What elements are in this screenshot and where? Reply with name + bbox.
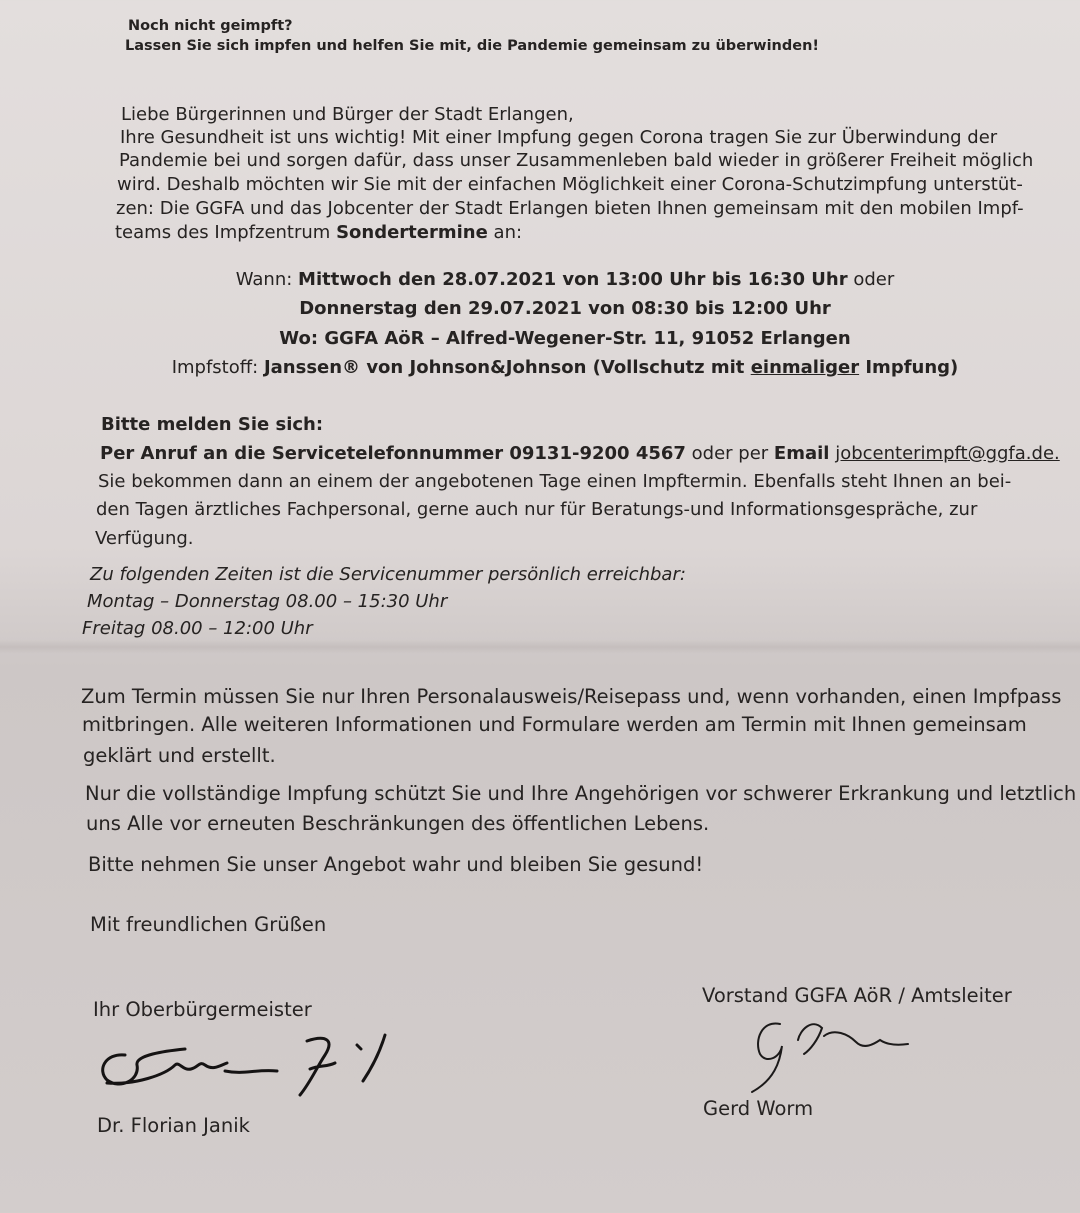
hours-intro: Zu folgenden Zeiten ist die Servicenummer persönlich erreichbar: xyxy=(90,564,686,585)
paper-fold xyxy=(0,640,1080,654)
appointment-where: Wo: GGFA AöR – Alfred-Wegener-Str. 11, 91052 Erlangen xyxy=(279,328,851,349)
right-signatory-title: Vorstand GGFA AöR / Amtsleiter xyxy=(702,984,1012,1007)
contact-heading: Bitte melden Sie sich: xyxy=(101,414,324,435)
left-signatory-name: Dr. Florian Janik xyxy=(97,1114,250,1137)
regards: Mit freundlichen Grüßen xyxy=(90,913,327,936)
appointment-when-2: Donnerstag den 29.07.2021 von 08:30 bis 12:00 Uhr xyxy=(299,298,831,319)
greeting: Liebe Bürgerinnen und Bürger der Stadt Erlangen, xyxy=(121,104,574,125)
intro-line-3: wird. Deshalb möchten wir Sie mit der einfachen Möglichkeit einer Corona-Schutzimpfung unterstüt- xyxy=(117,174,1023,195)
signature-janik xyxy=(95,1025,415,1105)
left-signatory-title: Ihr Oberbürgermeister xyxy=(93,998,312,1021)
closing-p1-line-1: Zum Termin müssen Sie nur Ihren Personalausweis/Reisepass und, wenn vorhanden, einen Impfpass xyxy=(81,685,1062,708)
appointment-vaccine: Impfstoff: Janssen® von Johnson&Johnson (Vollschutz mit einmaliger Impfung) xyxy=(171,357,959,378)
intro-line-1: Ihre Gesundheit ist uns wichtig! Mit einer Impfung gegen Corona tragen Sie zur Überwindung der xyxy=(120,127,998,148)
intro-line-5: teams des Impfzentrum Sondertermine an: xyxy=(115,222,523,243)
contact-line-3: den Tagen ärztliches Fachpersonal, gerne auch nur für Beratungs-und Informationsgespräche, zur xyxy=(96,499,978,520)
hours-mon-thu: Montag – Donnerstag 08.00 – 15:30 Uhr xyxy=(87,591,448,612)
right-signatory-name: Gerd Worm xyxy=(703,1097,814,1120)
header-question: Noch nicht geimpft? xyxy=(128,18,293,34)
closing-p3: Bitte nehmen Sie unser Angebot wahr und bleiben Sie gesund! xyxy=(88,853,704,876)
closing-p2-line-2: uns Alle vor erneuten Beschränkungen des öffentlichen Lebens. xyxy=(86,812,710,835)
signature-worm xyxy=(740,1010,920,1100)
contact-line-4: Verfügung. xyxy=(95,528,194,549)
contact-line-2: Sie bekommen dann an einem der angebotenen Tage einen Impftermin. Ebenfalls steht Ihnen an bei- xyxy=(98,471,1012,492)
closing-p1-line-2: mitbringen. Alle weiteren Informationen und Formulare werden am Termin mit Ihnen gemeinsam xyxy=(82,713,1027,736)
header-slogan: Lassen Sie sich impfen und helfen Sie mit, die Pandemie gemeinsam zu überwinden! xyxy=(125,38,820,54)
contact-phone-line: Per Anruf an die Servicetelefonnummer 09131-9200 4567 oder per Email jobcenterimpft@ggfa.de. xyxy=(100,443,1060,464)
email-link: jobcenterimpft@ggfa.de. xyxy=(835,443,1060,464)
intro-line-4: zen: Die GGFA und das Jobcenter der Stadt Erlangen bieten Ihnen gemeinsam mit den mobilen Impf- xyxy=(116,198,1024,219)
closing-p2-line-1: Nur die vollständige Impfung schützt Sie und Ihre Angehörigen vor schwerer Erkrankung und letztlich xyxy=(85,782,1077,805)
hours-fri: Freitag 08.00 – 12:00 Uhr xyxy=(82,618,313,639)
appointment-when: Wann: Mittwoch den 28.07.2021 von 13:00 Uhr bis 16:30 Uhr oder xyxy=(235,269,895,290)
intro-line-2: Pandemie bei und sorgen dafür, dass unser Zusammenleben bald wieder in größerer Freiheit möglich xyxy=(119,150,1034,171)
closing-p1-line-3: geklärt und erstellt. xyxy=(83,744,276,767)
